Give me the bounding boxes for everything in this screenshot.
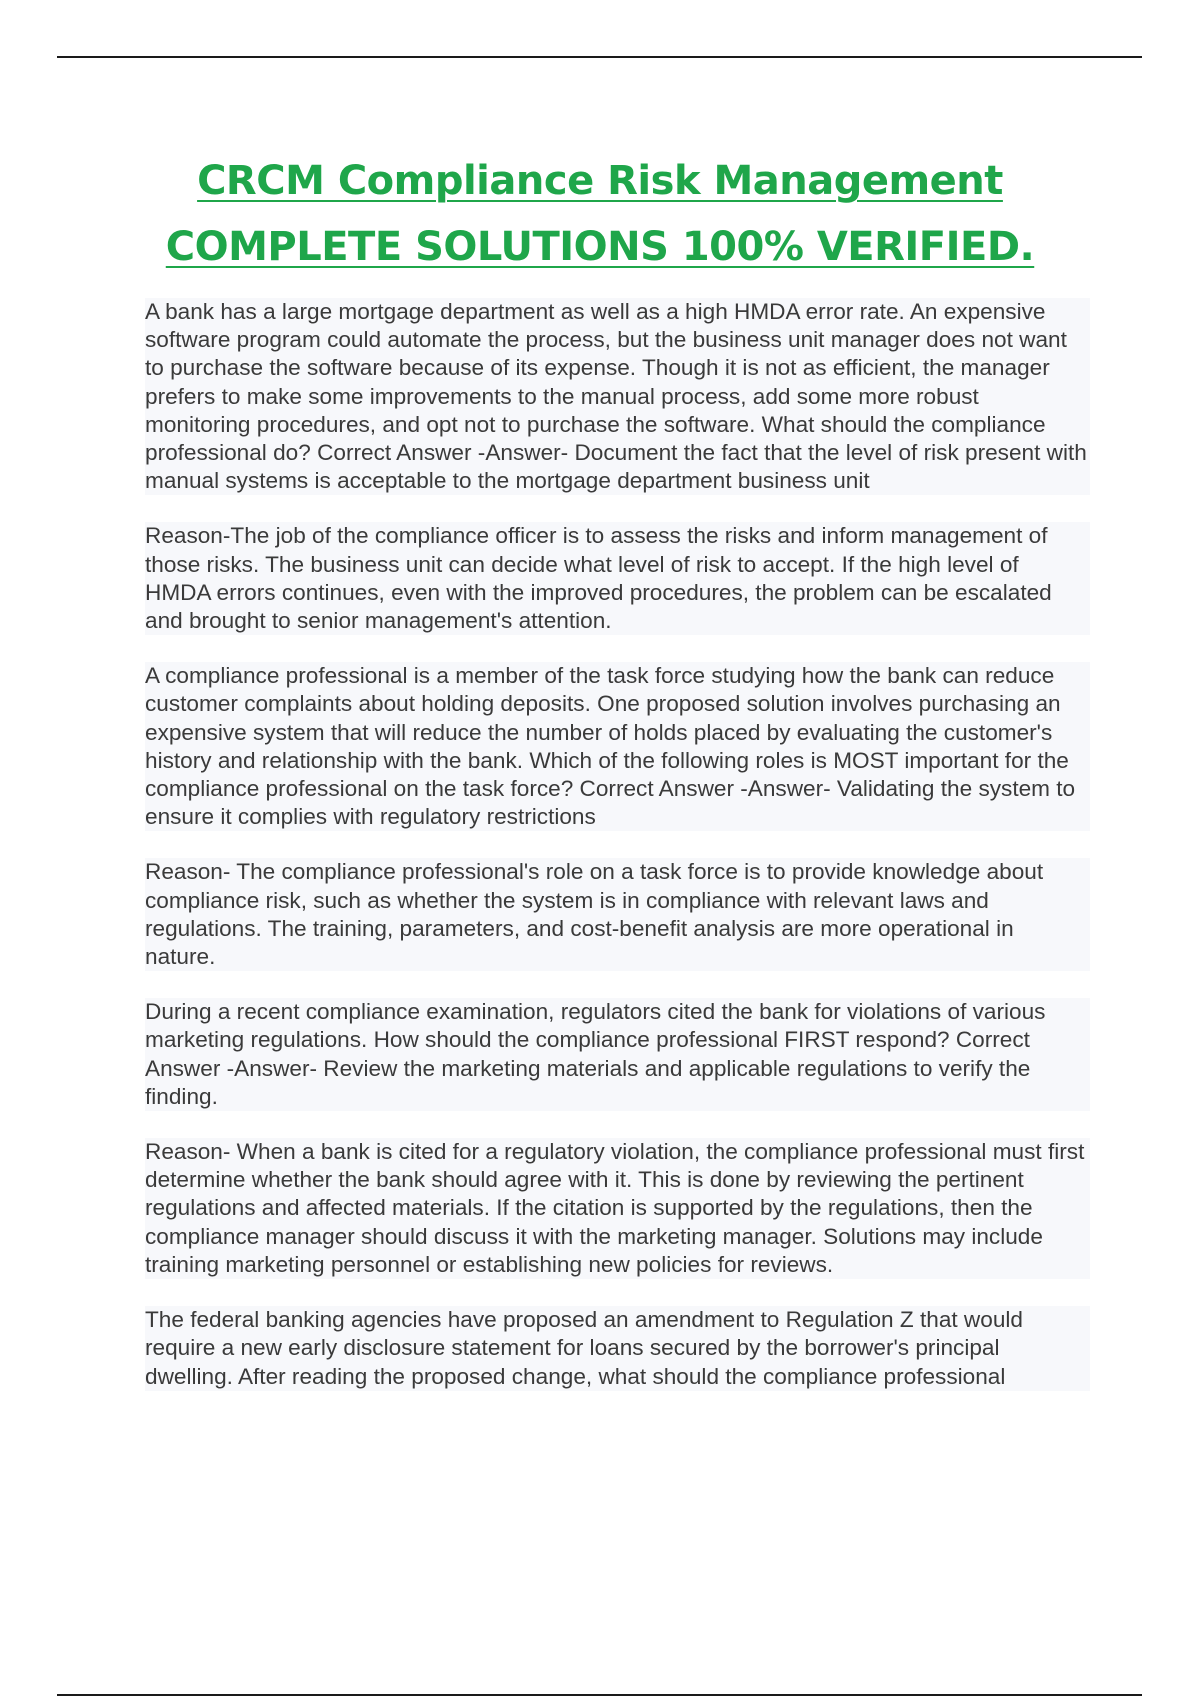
paragraph-question-3: During a recent compliance examination, regulators cited the bank for violations of various marketing regulations. How should the compliance professional FIRST respond? Correct Answer -Answer- Review the marketing materials and applicable regulations to verify the finding. xyxy=(145,998,1090,1111)
title-line-1: CRCM Compliance Risk Management xyxy=(197,158,1003,204)
paragraph-reason-1: Reason-The job of the compliance officer is to assess the risks and inform management of those risks. The business unit can decide what level of risk to accept. If the high level of HMDA errors continues, even with the improved procedures, the problem can be escalated and brought to senior management's attention. xyxy=(145,522,1090,635)
top-rule xyxy=(57,56,1142,58)
paragraph-question-2: A compliance professional is a member of the task force studying how the bank can reduce customer complaints about holding deposits. One proposed solution involves purchasing an expensive system that will reduce the number of holds placed by evaluating the customer's history and relationship with the bank. Which of the following roles is MOST important for the compliance professional on the task force? Correct Answer -Answer- Validating the system to ensure it complies with regulatory restrictions xyxy=(145,662,1090,831)
paragraph-question-4: The federal banking agencies have proposed an amendment to Regulation Z that would require a new early disclosure statement for loans secured by the borrower's principal dwelling. After reading the proposed change, what should the compliance professional xyxy=(145,1306,1090,1391)
paragraph-question-1: A bank has a large mortgage department as well as a high HMDA error rate. An expensive software program could automate the process, but the business unit manager does not want to purchase the software because of its expense. Though it is not as efficient, the manager prefers to make some improvements to the manual process, add some more robust monitoring procedures, and opt not to purchase the software. What should the compliance professional do? Correct Answer -Answer- Document the fact that the level of risk present with manual systems is acceptable to the mortgage department business unit xyxy=(145,298,1090,495)
paragraph-reason-2: Reason- The compliance professional's role on a task force is to provide knowledge about compliance risk, such as whether the system is in compliance with relevant laws and regulations. The training, parameters, and cost-benefit analysis are more operational in nature. xyxy=(145,858,1090,971)
paragraph-reason-3: Reason- When a bank is cited for a regulatory violation, the compliance professional must first determine whether the bank should agree with it. This is done by reviewing the pertinent regulations and affected materials. If the citation is supported by the regulations, then the compliance manager should discuss it with the marketing manager. Solutions may include training marketing personnel or establishing new policies for reviews. xyxy=(145,1138,1090,1279)
document-title xyxy=(0,148,1200,280)
title-line-2: COMPLETE SOLUTIONS 100% VERIFIED. xyxy=(165,224,1035,270)
bottom-rule xyxy=(57,1694,1142,1696)
document-body xyxy=(145,298,1090,1418)
